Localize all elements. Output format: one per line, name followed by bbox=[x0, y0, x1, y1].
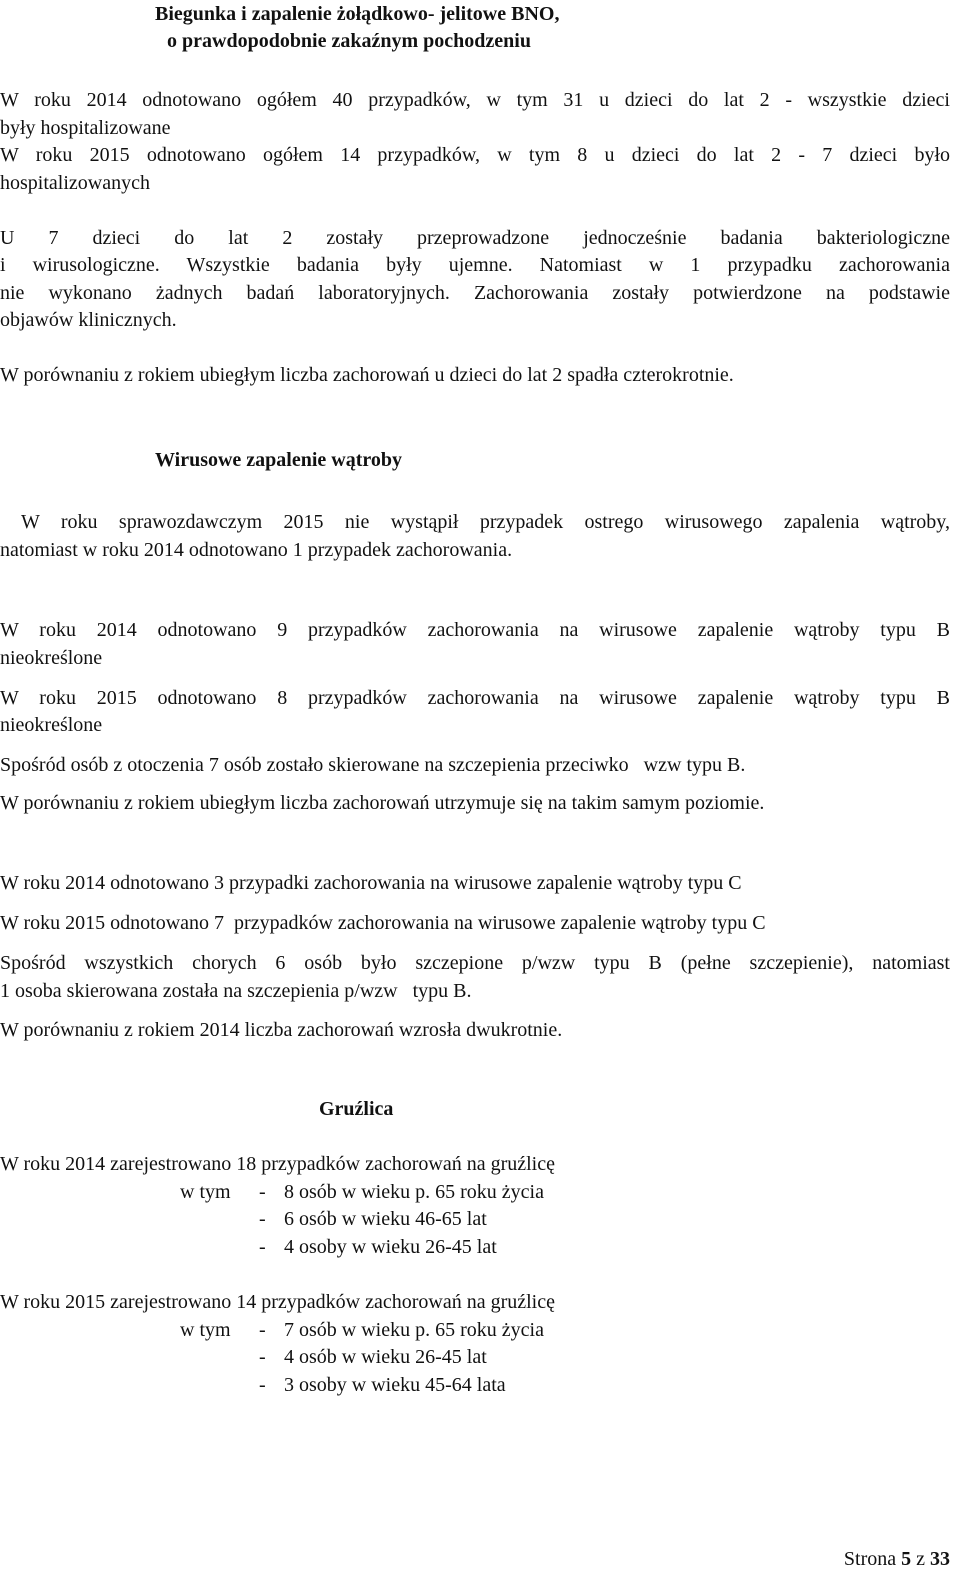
paragraph-line: i wirusologiczne. Wszystkie badania były ujemne. Natomiast w 1 przypadku zachorowania bbox=[0, 254, 950, 276]
section-title-line1: Biegunka i zapalenie żołądkowo- jelitowe BNO, bbox=[155, 3, 560, 25]
paragraph-line: W roku 2015 odnotowano 7 przypadków zachorowania na wirusowe zapalenie wątroby typu C bbox=[0, 912, 766, 934]
page-prefix: Strona bbox=[843, 1548, 902, 1570]
paragraph-line: W roku 2014 odnotowano 9 przypadków zachorowania na wirusowe zapalenie wątroby typu B bbox=[0, 619, 950, 641]
page-number: 5 bbox=[901, 1548, 912, 1570]
paragraph-line: W porównaniu z rokiem ubiegłym liczba zachorowań utrzymuje się na takim samym poziomie. bbox=[0, 792, 765, 814]
list-item bbox=[0, 1316, 960, 1344]
list-item-text: 4 osób w wieku 26-45 lat bbox=[284, 1346, 487, 1368]
paragraph-line: nieokreślone bbox=[0, 647, 103, 669]
page-mid: z bbox=[911, 1548, 930, 1570]
list-dash: - bbox=[259, 1319, 266, 1341]
list-item bbox=[0, 1371, 960, 1399]
paragraph-line: W roku sprawozdawczym 2015 nie wystąpił przypadek ostrego wirusowego zapalenia wątroby, bbox=[0, 511, 950, 533]
paragraph-line: W roku 2014 zarejestrowano 18 przypadków zachorowań na gruźlicę bbox=[0, 1153, 555, 1175]
paragraph-line: były hospitalizowane bbox=[0, 117, 171, 139]
list-prefix: w tym bbox=[180, 1181, 231, 1203]
paragraph-line: W porównaniu z rokiem 2014 liczba zachorowań wzrosła dwukrotnie. bbox=[0, 1019, 563, 1041]
section-title: Gruźlica bbox=[319, 1098, 394, 1120]
paragraph-line: nieokreślone bbox=[0, 714, 103, 736]
paragraph-line: U 7 dzieci do lat 2 zostały przeprowadzone jednocześnie badania bakteriologiczne bbox=[0, 227, 950, 249]
page-number-footer bbox=[844, 1545, 950, 1573]
list-dash: - bbox=[259, 1346, 266, 1368]
paragraph-line: nie wykonano żadnych badań laboratoryjnych. Zachorowania zostały potwierdzone na podstawie bbox=[0, 282, 950, 304]
section-title-line2: o prawdopodobnie zakaźnym pochodzeniu bbox=[167, 30, 531, 52]
list-item-text: 4 osoby w wieku 26-45 lat bbox=[284, 1236, 497, 1258]
list-item bbox=[0, 1233, 960, 1261]
list-dash: - bbox=[259, 1208, 266, 1230]
paragraph-line: W roku 2015 odnotowano ogółem 14 przypadków, w tym 8 u dzieci do lat 2 - 7 dzieci było bbox=[0, 144, 950, 166]
paragraph-line: hospitalizowanych bbox=[0, 172, 150, 194]
list-item-text: 7 osób w wieku p. 65 roku życia bbox=[284, 1319, 544, 1341]
paragraph-line: natomiast w roku 2014 odnotowano 1 przypadek zachorowania. bbox=[0, 539, 513, 561]
list-item bbox=[0, 1343, 960, 1371]
list-dash: - bbox=[259, 1181, 266, 1203]
paragraph-line: Spośród osób z otoczenia 7 osób zostało skierowane na szczepienia przeciwko wzw typu B. bbox=[0, 754, 746, 776]
list-item bbox=[0, 1178, 960, 1206]
list-item-text: 8 osób w wieku p. 65 roku życia bbox=[284, 1181, 544, 1203]
paragraph-line: W roku 2014 odnotowano ogółem 40 przypadków, w tym 31 u dzieci do lat 2 - wszystkie dzieci bbox=[0, 89, 950, 111]
list-item-text: 3 osoby w wieku 45-64 lata bbox=[284, 1374, 506, 1396]
section-title: Wirusowe zapalenie wątroby bbox=[155, 449, 403, 471]
list-dash: - bbox=[259, 1236, 266, 1258]
list-prefix: w tym bbox=[180, 1319, 231, 1341]
paragraph-line: W roku 2015 odnotowano 8 przypadków zachorowania na wirusowe zapalenie wątroby typu B bbox=[0, 687, 950, 709]
paragraph-line: Spośród wszystkich chorych 6 osób było szczepione p/wzw typu B (pełne szczepienie), natomiast bbox=[0, 952, 950, 974]
list-dash: - bbox=[259, 1374, 266, 1396]
list-item bbox=[0, 1205, 960, 1233]
page-total: 33 bbox=[930, 1548, 950, 1570]
list-item-text: 6 osób w wieku 46-65 lat bbox=[284, 1208, 487, 1230]
paragraph-line: 1 osoba skierowana została na szczepienia p/wzw typu B. bbox=[0, 980, 472, 1002]
paragraph-line: W roku 2014 odnotowano 3 przypadki zachorowania na wirusowe zapalenie wątroby typu C bbox=[0, 872, 742, 894]
paragraph-line: W porównaniu z rokiem ubiegłym liczba zachorowań u dzieci do lat 2 spadła czterokrotnie. bbox=[0, 364, 734, 386]
paragraph-line: objawów klinicznych. bbox=[0, 309, 177, 331]
paragraph-line: W roku 2015 zarejestrowano 14 przypadków zachorowań na gruźlicę bbox=[0, 1291, 555, 1313]
